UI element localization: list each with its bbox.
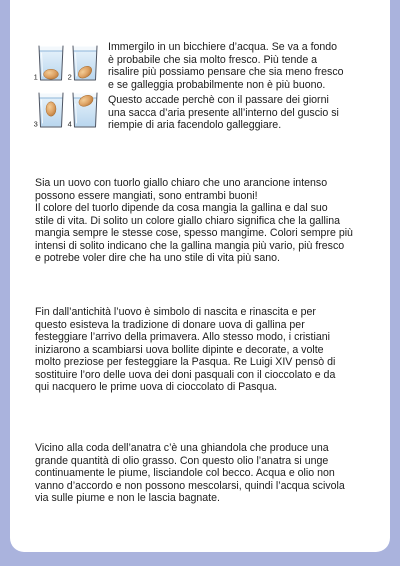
glass-number-1: 1	[33, 72, 38, 82]
glass-1	[34, 46, 63, 82]
glass-1-air	[39, 47, 63, 52]
glass-3	[34, 93, 63, 129]
glass-2	[68, 46, 97, 82]
egg-float-test-text	[108, 41, 344, 132]
egg-float-test-illustration	[30, 42, 102, 132]
float-test-paragraph: Immergilo in un bicchiere d’acqua. Se va a fondo è probabile che sia molto fresco. Più tende a risalire più possiamo pensare che sia meno fresco e se galleggia probabilmente non è più buono.	[108, 41, 344, 91]
easter-eggs-paragraph: Fin dall’antichità l’uovo è simbolo di nascita e rinascita e per questo esisteva la tradizione di donare uova di gallina per festeggiare l’arrivo della primavera. Allo stesso modo, i cristiani iniziarono a scambiarsi uova bollite dipinte e decorate, a volte molto preziose per festeggiare la Pasqua. Re Luigi XIV pensò di sostituire l’oro delle uova dei doni pasquali con il cioccolato e da qui nacquero le prime uova di cioccolato di Pasqua.	[35, 306, 336, 393]
glass-number-3: 3	[33, 119, 38, 129]
glass-number-2: 2	[67, 72, 72, 82]
glass-4	[68, 93, 97, 129]
yolk-color-paragraph: Sia un uovo con tuorlo giallo chiaro che uno arancione intenso possono essere mangiati, sono entrambi buoni! Il colore del tuorlo dipende da cosa mangia la gallina e dal suo stile di vita. Di solito un colore giallo chiaro significa che la gallina mangia sempre le stesse cose, spesso mangime. Colori sempre più intensi di solito indicano che la gallina mangia più vario, più fresco e potrebe voler dire che ha uno stile di vita più sano.	[35, 177, 353, 264]
glass-number-4: 4	[67, 119, 72, 129]
glass-2-air	[73, 47, 97, 52]
duck-feathers-paragraph: Vicino alla coda dell’anatra c’è una ghiandola che produce una grande quantità di olio grasso. Con questo olio l’anatra si unge continuamente le piume, lisciandole col becco. Acqua e olio non vanno d’accordo e non possono mescolarsi, quindi l’acqua scivola via sulle piume e non le lascia bagnate.	[35, 442, 345, 504]
float-test-explanation: Questo accade perchè con il passare dei giorni una sacca d’aria presente all’interno del guscio si riempie di aria facendolo galleggiare.	[108, 94, 339, 131]
egg-1	[44, 69, 59, 79]
egg-3	[46, 102, 56, 116]
glass-3-air	[39, 94, 63, 99]
